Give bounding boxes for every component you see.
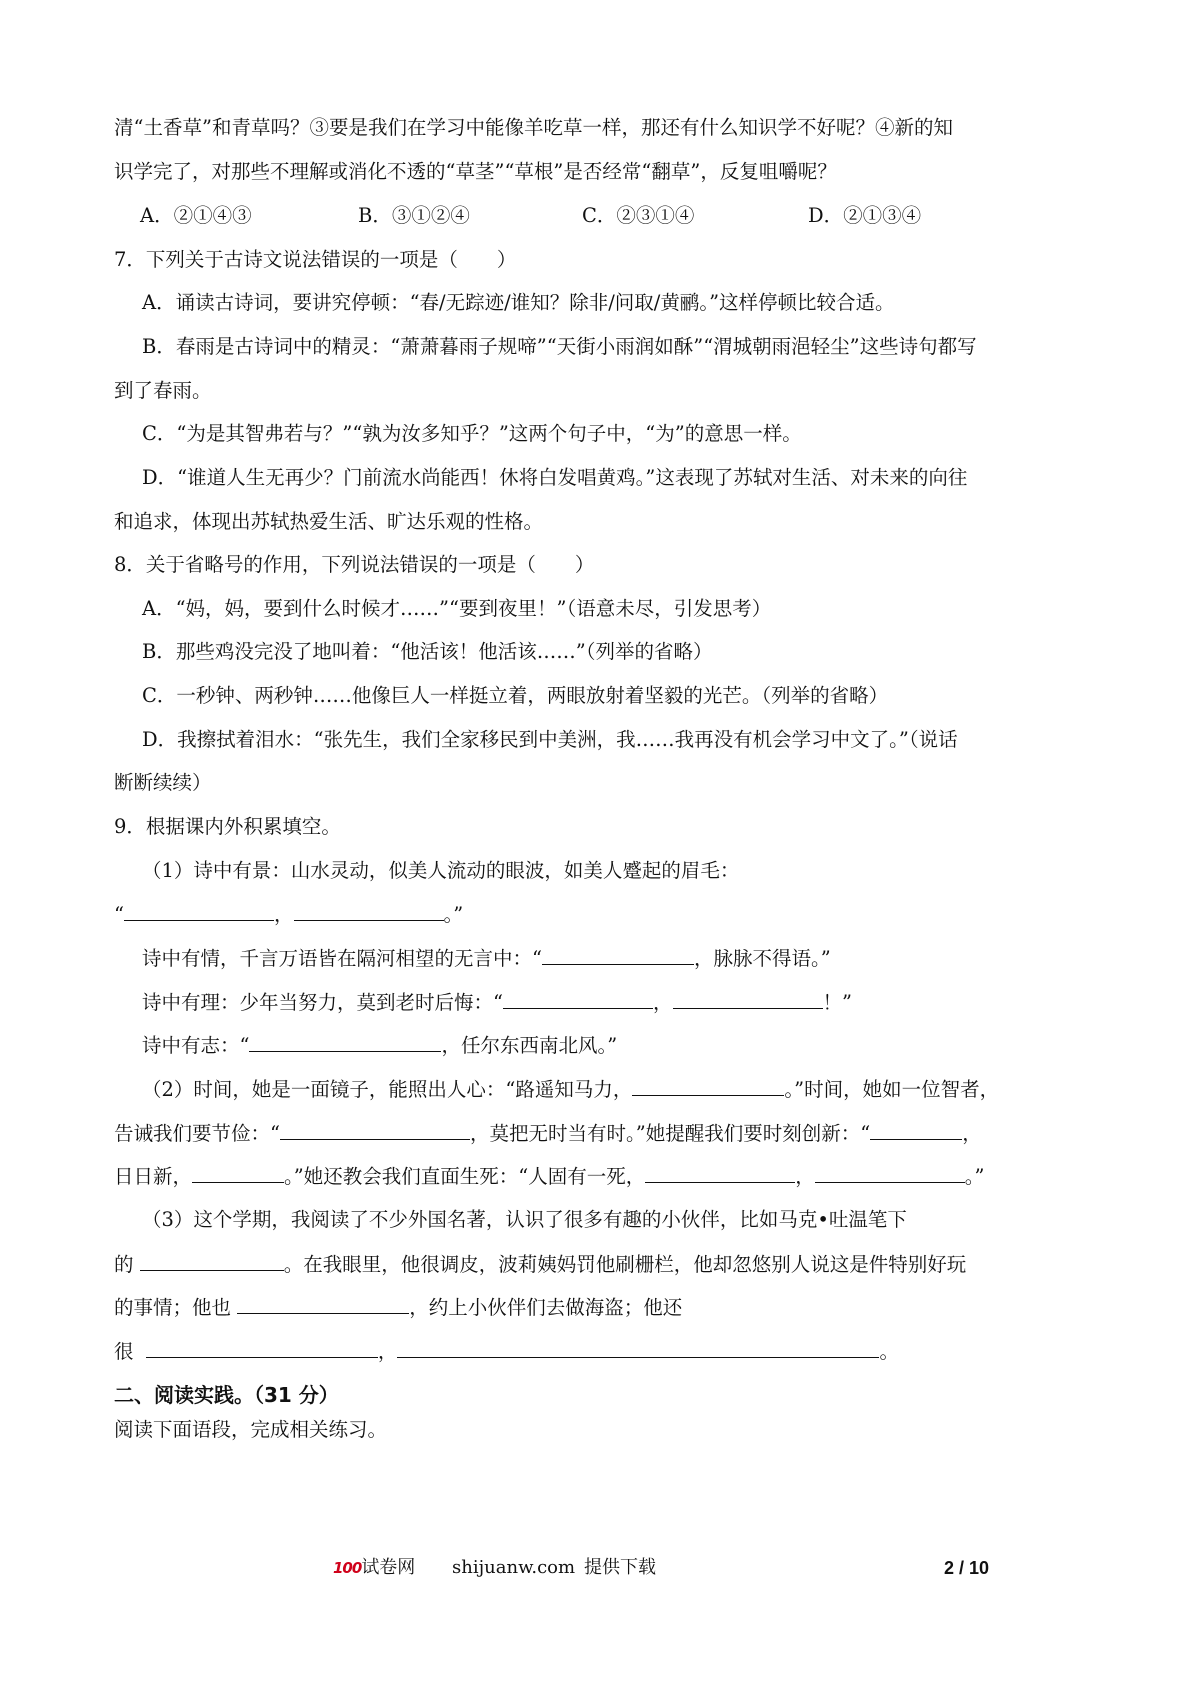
q9-part2-line-3: 日日新， 。”她还教会我们直面生死：“人固有一死， ， 。”	[114, 1162, 984, 1191]
q8-stem: 8．关于省略号的作用，下列说法错误的一项是（ ）	[114, 553, 595, 576]
q7-stem: 7．下列关于古诗文说法错误的一项是（ ）	[114, 248, 517, 271]
q9-part2-line-1: （2）时间，她是一面镜子，能照出人心：“路遥知马力， 。”时间，她如一位智者，	[142, 1075, 999, 1104]
blank-adventure[interactable]	[237, 1293, 409, 1314]
q9-fill-line-ambition: 诗中有志：“ ，任尔东西南北风。”	[142, 1031, 617, 1060]
q7-option-d-line-1: D．“谁道人生无再少？门前流水尚能西！休将白发唱黄鸡。”这表现了苏轼对生活、对未来的向往	[142, 466, 968, 489]
q9-part3-line-4: 很 ， 。	[114, 1337, 899, 1366]
q6-option-d: D．②①③④	[808, 204, 922, 227]
footer-download-text: 提供下载	[584, 1557, 656, 1578]
blank-character-name[interactable]	[140, 1250, 284, 1271]
q6-option-c: C．②③①④	[582, 204, 695, 227]
q9-part3-line-3: 的事情；他也 ，约上小伙伴们去做海盗；他还	[114, 1293, 682, 1322]
q9-fill-line-emotion: 诗中有情，千言万语皆在隔河相望的无言中：“ ，脉脉不得语。”	[142, 944, 831, 973]
q8-option-b: B．那些鸡没完没了地叫着：“他活该！他活该……”（列举的省略）	[142, 640, 713, 663]
q6-option-b: B．③①②④	[358, 204, 470, 227]
q9-fill-line-landscape: “ ， 。”	[114, 900, 463, 929]
blank-reason-2[interactable]	[673, 988, 823, 1009]
q7-option-c: C．“为是其智弗若与？”“孰为汝多知乎？”这两个句子中，“为”的意思一样。	[142, 422, 802, 445]
blank-innovate-1[interactable]	[870, 1119, 962, 1140]
q9-part3-line-2: 的 。在我眼里，他很调皮，波莉姨妈罚他刷栅栏，他却忽悠别人说这是件特别好玩	[114, 1250, 966, 1279]
page-number: 2 / 10	[944, 1558, 990, 1578]
site-logo: 100	[333, 1559, 362, 1577]
section-2-heading: 二、阅读实践。（31 分）	[114, 1383, 339, 1407]
q7-option-b-line-2: 到了春雨。	[114, 379, 212, 402]
q8-option-d-line-2: 断断续续）	[114, 771, 212, 794]
blank-thrift[interactable]	[280, 1119, 470, 1140]
q8-option-a: A．“妈，妈，要到什么时候才……”“要到夜里！”（语意未尽，引发思考）	[142, 597, 772, 620]
q7-option-d-line-2: 和追求，体现出苏轼热爱生活、旷达乐观的性格。	[114, 510, 544, 533]
blank-trait[interactable]	[146, 1337, 378, 1358]
footer-brand	[333, 1555, 415, 1581]
q6-line-1: 清“土香草”和青草吗？③要是我们在学习中能像羊吃草一样，那还有什么知识学不好呢？④新的知	[114, 116, 953, 139]
blank-innovate-2[interactable]	[192, 1162, 284, 1183]
q6-option-a: A．②①④③	[140, 204, 252, 227]
q9-part1-prompt: （1）诗中有景：山水灵动，似美人流动的眼波，如美人蹙起的眉毛：	[142, 859, 740, 882]
q8-option-c: C．一秒钟、两秒钟……他像巨人一样挺立着，两眼放射着坚毅的光芒。（列举的省略）	[142, 684, 889, 707]
footer-url[interactable]: shijuanw.com	[452, 1557, 576, 1578]
section-2-instruction: 阅读下面语段，完成相关练习。	[114, 1418, 388, 1441]
q9-stem: 9．根据课内外积累填空。	[114, 815, 341, 838]
blank-example[interactable]	[397, 1337, 879, 1358]
blank-death-2[interactable]	[815, 1162, 965, 1183]
q8-option-d-line-1: D．我擦拭着泪水：“张先生，我们全家移民到中美洲，我……我再没有机会学习中文了。”（说话	[142, 728, 958, 751]
blank-time-1[interactable]	[632, 1075, 784, 1096]
q7-option-a: A．诵读古诗词，要讲究停顿：“春/无踪迹/谁知？除非/问取/黄鹂。”这样停顿比较合适。	[142, 291, 895, 314]
q7-option-b-line-1: B．春雨是古诗词中的精灵：“萧萧暮雨子规啼”“天街小雨润如酥”“渭城朝雨浥轻尘”这些诗句都写	[142, 335, 977, 358]
blank-reason-1[interactable]	[503, 988, 653, 1009]
q9-part2-line-2: 告诫我们要节俭：“ ，莫把无时当有时。”她提醒我们要时刻创新：“ ，	[114, 1119, 982, 1148]
q9-part3-line-1: （3）这个学期，我阅读了不少外国名著，认识了很多有趣的小伙伴，比如马克•吐温笔下	[142, 1208, 907, 1231]
blank-emotion[interactable]	[542, 944, 694, 965]
blank-landscape-1[interactable]	[124, 900, 274, 921]
blank-landscape-2[interactable]	[294, 900, 444, 921]
q9-fill-line-reason: 诗中有理：少年当努力，莫到老时后悔：“ ， ！”	[142, 988, 852, 1017]
blank-death-1[interactable]	[645, 1162, 795, 1183]
q6-line-2: 识学完了，对那些不理解或消化不透的“草茎”“草根”是否经常“翻草”，反复咀嚼呢？	[114, 160, 837, 183]
footer-site-name: 试卷网	[361, 1557, 416, 1578]
blank-ambition[interactable]	[249, 1031, 441, 1052]
